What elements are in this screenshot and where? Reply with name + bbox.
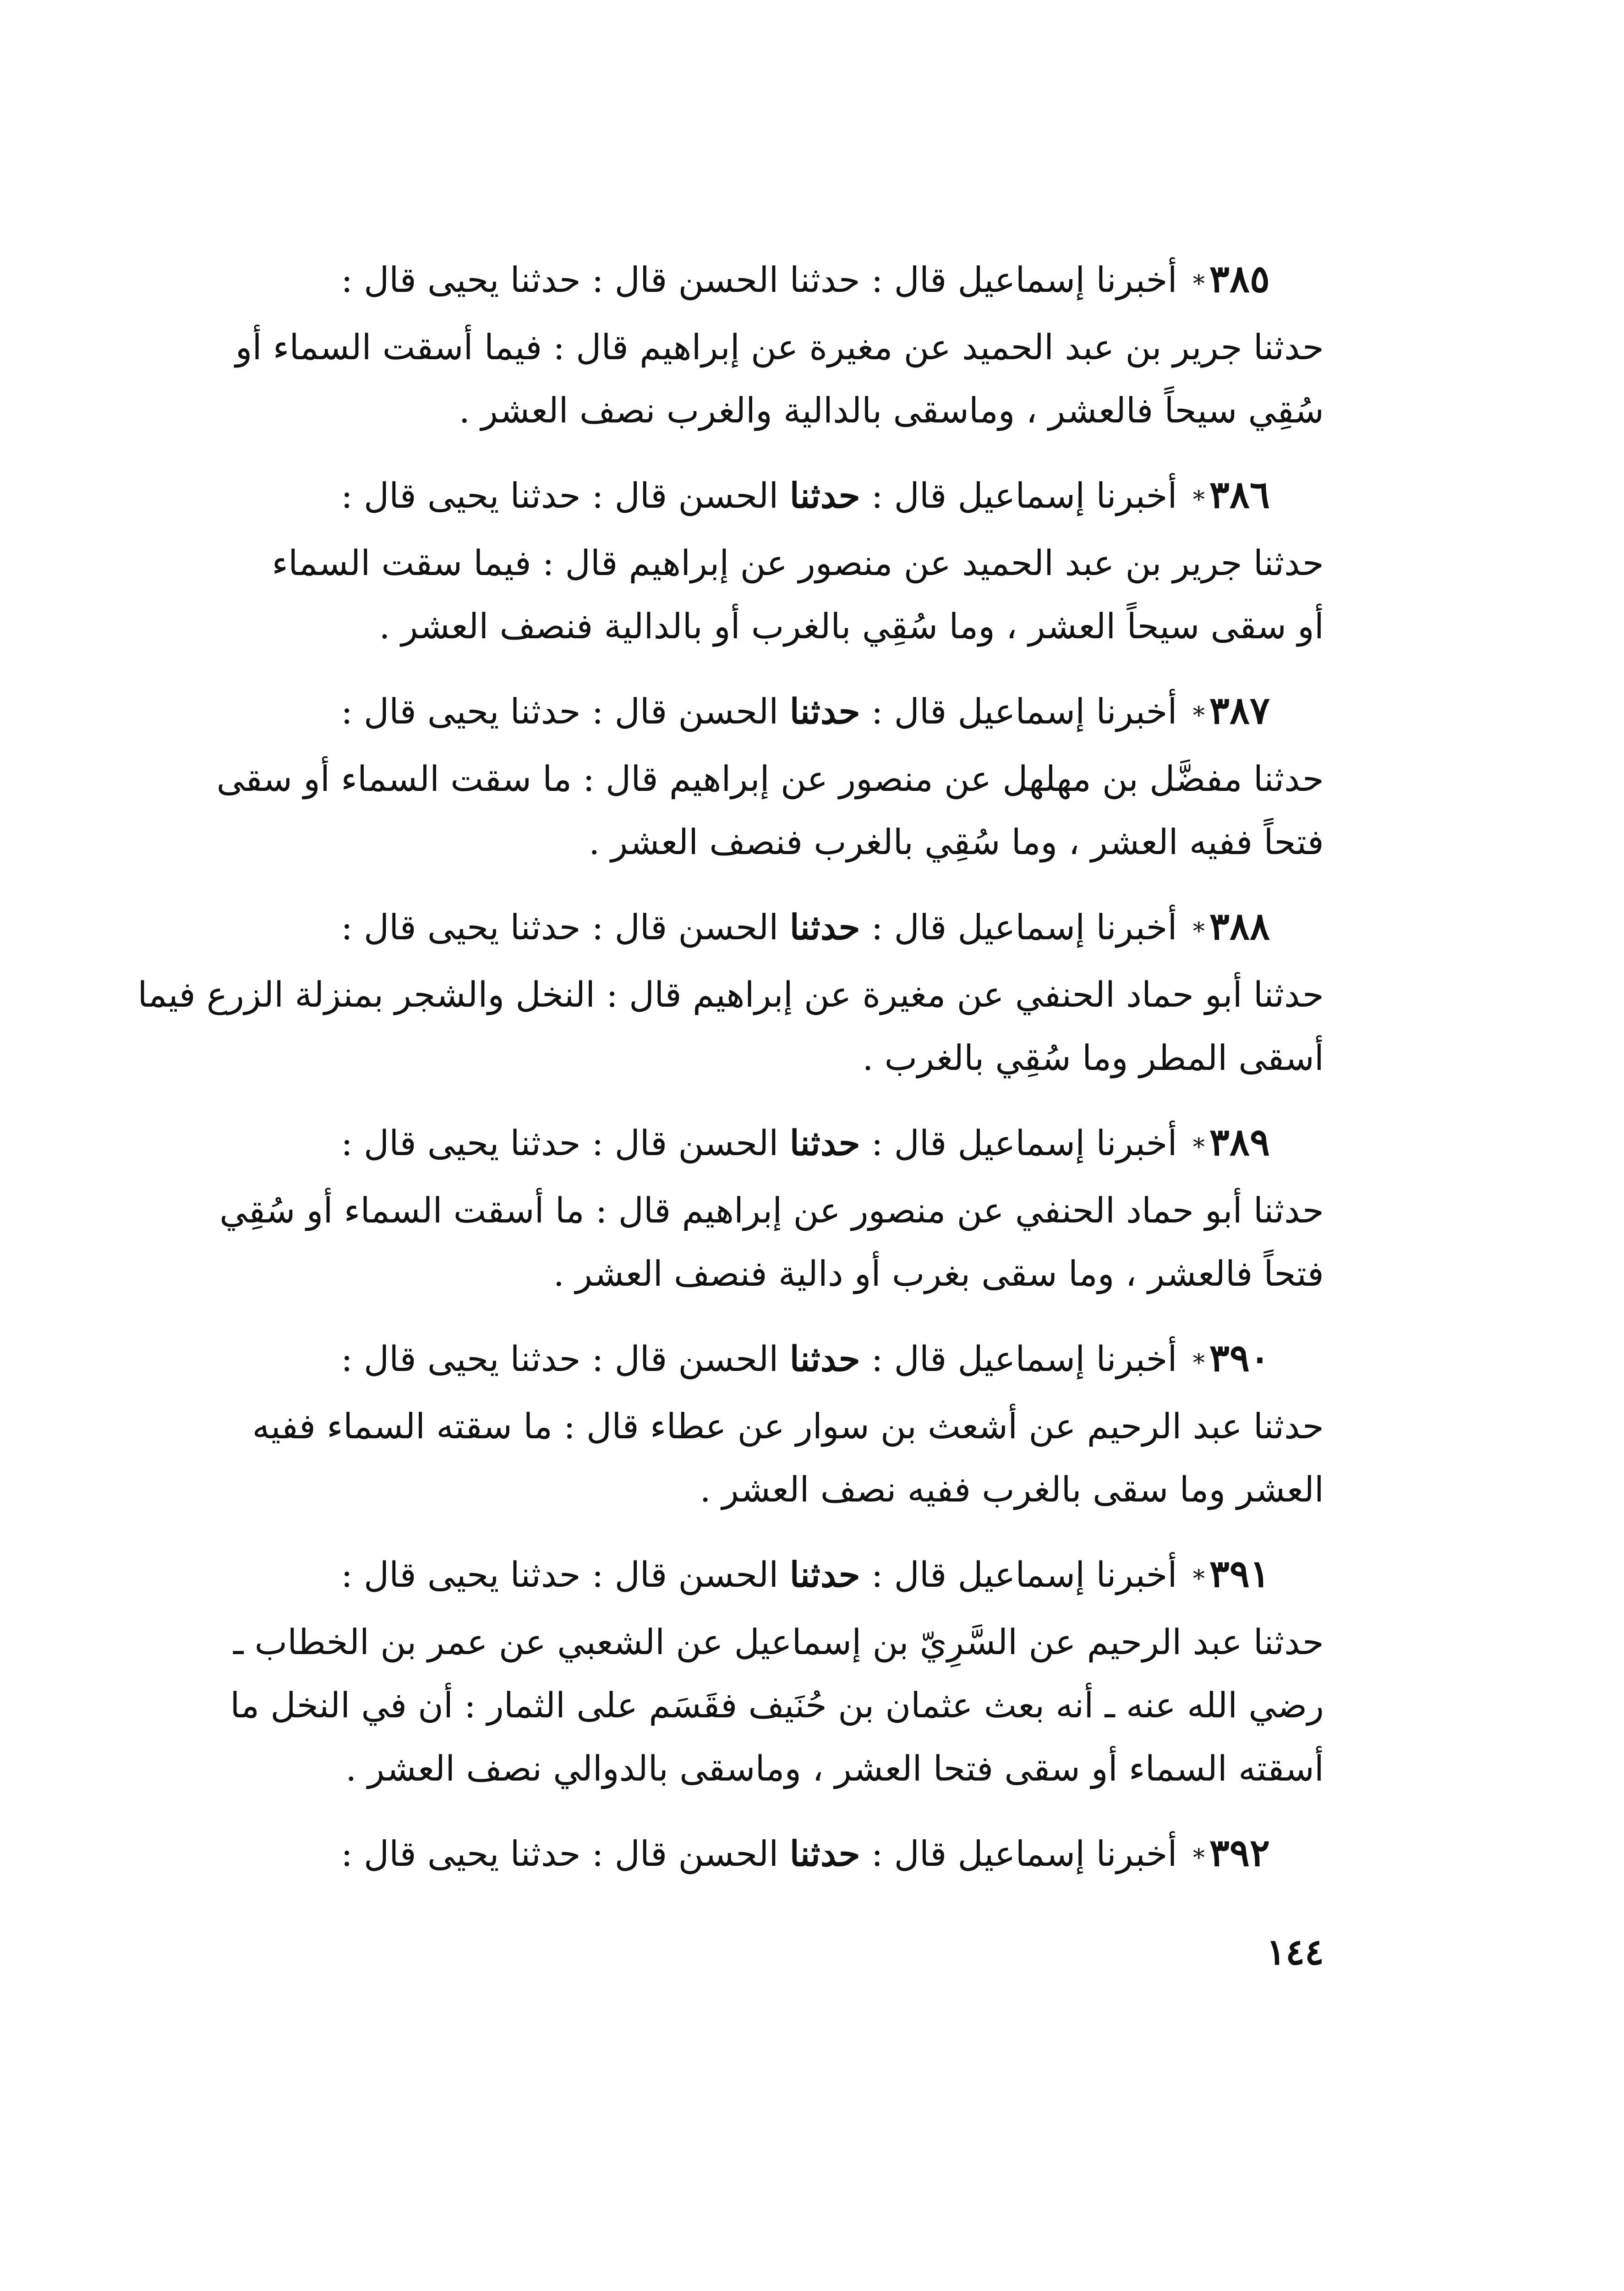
- entry-text: الحسن قال : حدثنا يحيى قال :: [341, 1338, 779, 1379]
- entry-line: [275, 1821, 1324, 1890]
- entry-line: أسقى المطر وما سُقِي بالغرب .: [862, 1037, 1324, 1078]
- bullet-marker: *: [1192, 702, 1205, 729]
- hadith-entry-390: [252, 1326, 1324, 1521]
- bullet-marker: *: [1192, 918, 1205, 945]
- bold-keyword: حدثنا: [789, 1123, 860, 1163]
- entry-text: أخبرنا إسماعيل قال :: [871, 1338, 1177, 1379]
- entry-number: ٣٨٩: [1209, 1120, 1270, 1164]
- entry-line: [275, 1111, 1324, 1179]
- entry-number: ٣٨٧: [1209, 689, 1270, 733]
- entry-number: ٣٨٥: [1209, 257, 1270, 301]
- hadith-entry-388: [137, 895, 1324, 1090]
- entry-text: أخبرنا إسماعيل قال :: [871, 1123, 1177, 1163]
- entry-line: أسقته السماء أو سقى فتحا العشر ، وماسقى بالدوالي نصف العشر .: [345, 1748, 1324, 1789]
- hadith-entry-386: [272, 463, 1324, 658]
- bullet-marker: *: [1192, 486, 1205, 514]
- entry-text: الحسن قال : حدثنا يحيى قال :: [341, 907, 779, 948]
- entry-text: أخبرنا إسماعيل قال :: [871, 1833, 1177, 1874]
- entry-line: حدثنا عبد الرحيم عن السَّرِيّ بن إسماعيل عن الشعبي عن عمر بن الخطاب ـ: [233, 1622, 1324, 1662]
- bold-keyword: حدثنا: [789, 691, 860, 732]
- entry-line: أو سقى سيحاً العشر ، وما سُقِي بالغرب أو بالدالية فنصف العشر .: [379, 606, 1324, 647]
- entry-number: ٣٩٢: [1209, 1831, 1270, 1875]
- hadith-entry-385: [235, 247, 1324, 442]
- entry-line: [275, 463, 1324, 532]
- entry-line: حدثنا جرير بن عبد الحميد عن منصور عن إبراهيم قال : فيما سقت السماء: [272, 543, 1324, 583]
- entry-line: [275, 1542, 1324, 1611]
- entry-line: حدثنا جرير بن عبد الحميد عن مغيرة عن إبراهيم قال : فيما أسقت السماء أو: [235, 327, 1324, 367]
- entry-text: الحسن قال : حدثنا يحيى قال :: [341, 1554, 779, 1595]
- bullet-marker: *: [1192, 1134, 1205, 1161]
- entry-text: الحسن قال : حدثنا يحيى قال :: [341, 1833, 779, 1874]
- entry-number: ٣٨٨: [1209, 904, 1270, 948]
- entry-line: حدثنا أبو حماد الحنفي عن مغيرة عن إبراهيم قال : النخل والشجر بمنزلة الزرع فيما: [137, 974, 1324, 1015]
- entry-text: الحسن قال : حدثنا يحيى قال :: [341, 691, 779, 732]
- bold-keyword: حدثنا: [789, 907, 860, 948]
- hadith-entry-387: [216, 679, 1324, 874]
- hadith-entry-389: [219, 1111, 1324, 1305]
- bullet-marker: *: [1192, 1565, 1205, 1593]
- bold-keyword: حدثنا: [789, 1554, 860, 1595]
- entry-line: [275, 1326, 1324, 1395]
- entry-text: أخبرنا إسماعيل قال :: [871, 475, 1177, 516]
- entry-line: حدثنا عبد الرحيم عن أشعث بن سوار عن عطاء قال : ما سقته السماء ففيه: [252, 1406, 1324, 1447]
- entry-line: العشر وما سقى بالغرب ففيه نصف العشر .: [700, 1469, 1324, 1510]
- bold-keyword: حدثنا: [789, 1833, 860, 1874]
- hadith-entry-392: [275, 1821, 1324, 1890]
- hadith-text-block: [137, 247, 1324, 1911]
- entry-number: ٣٩٠: [1209, 1336, 1270, 1380]
- bullet-marker: *: [1192, 270, 1205, 298]
- entry-text: أخبرنا إسماعيل قال :: [871, 907, 1177, 948]
- entry-text: أخبرنا إسماعيل قال :: [871, 1554, 1177, 1595]
- entry-line: حدثنا مفضَّل بن مهلهل عن منصور عن إبراهيم قال : ما سقت السماء أو سقى: [216, 758, 1324, 799]
- entry-line: رضي الله عنه ـ أنه بعث عثمان بن حُنَيف فقَسَم على الثمار : أن في النخل ما: [230, 1685, 1324, 1726]
- entry-line: سُقِي سيحاً فالعشر ، وماسقى بالدالية والغرب نصف العشر .: [459, 390, 1324, 431]
- entry-number: ٣٨٦: [1209, 473, 1270, 517]
- bold-keyword: حدثنا: [789, 1338, 860, 1379]
- bullet-marker: *: [1192, 1844, 1205, 1872]
- entry-text: الحسن قال : حدثنا يحيى قال :: [341, 1123, 779, 1163]
- entry-line: [275, 679, 1324, 747]
- entry-line: فتحاً ففيه العشر ، وما سُقِي بالغرب فنصف العشر .: [589, 822, 1324, 862]
- entry-text: أخبرنا إسماعيل قال :: [871, 691, 1177, 732]
- entry-line: فتحاً فالعشر ، وما سقى بغرب أو دالية فنصف العشر .: [553, 1253, 1324, 1294]
- entry-line: حدثنا أبو حماد الحنفي عن منصور عن إبراهيم قال : ما أسقت السماء أو سُقِي: [219, 1190, 1324, 1231]
- entry-line: [275, 895, 1324, 963]
- hadith-entry-391: [230, 1542, 1324, 1800]
- entry-line: [275, 247, 1324, 316]
- entry-number: ٣٩١: [1209, 1552, 1270, 1596]
- bullet-marker: *: [1192, 1349, 1205, 1377]
- page-number: ١٤٤: [1266, 1931, 1324, 1973]
- entry-text: أخبرنا إسماعيل قال : حدثنا الحسن قال : حدثنا يحيى قال :: [341, 259, 1177, 300]
- entry-text: الحسن قال : حدثنا يحيى قال :: [341, 475, 779, 516]
- bold-keyword: حدثنا: [789, 475, 860, 516]
